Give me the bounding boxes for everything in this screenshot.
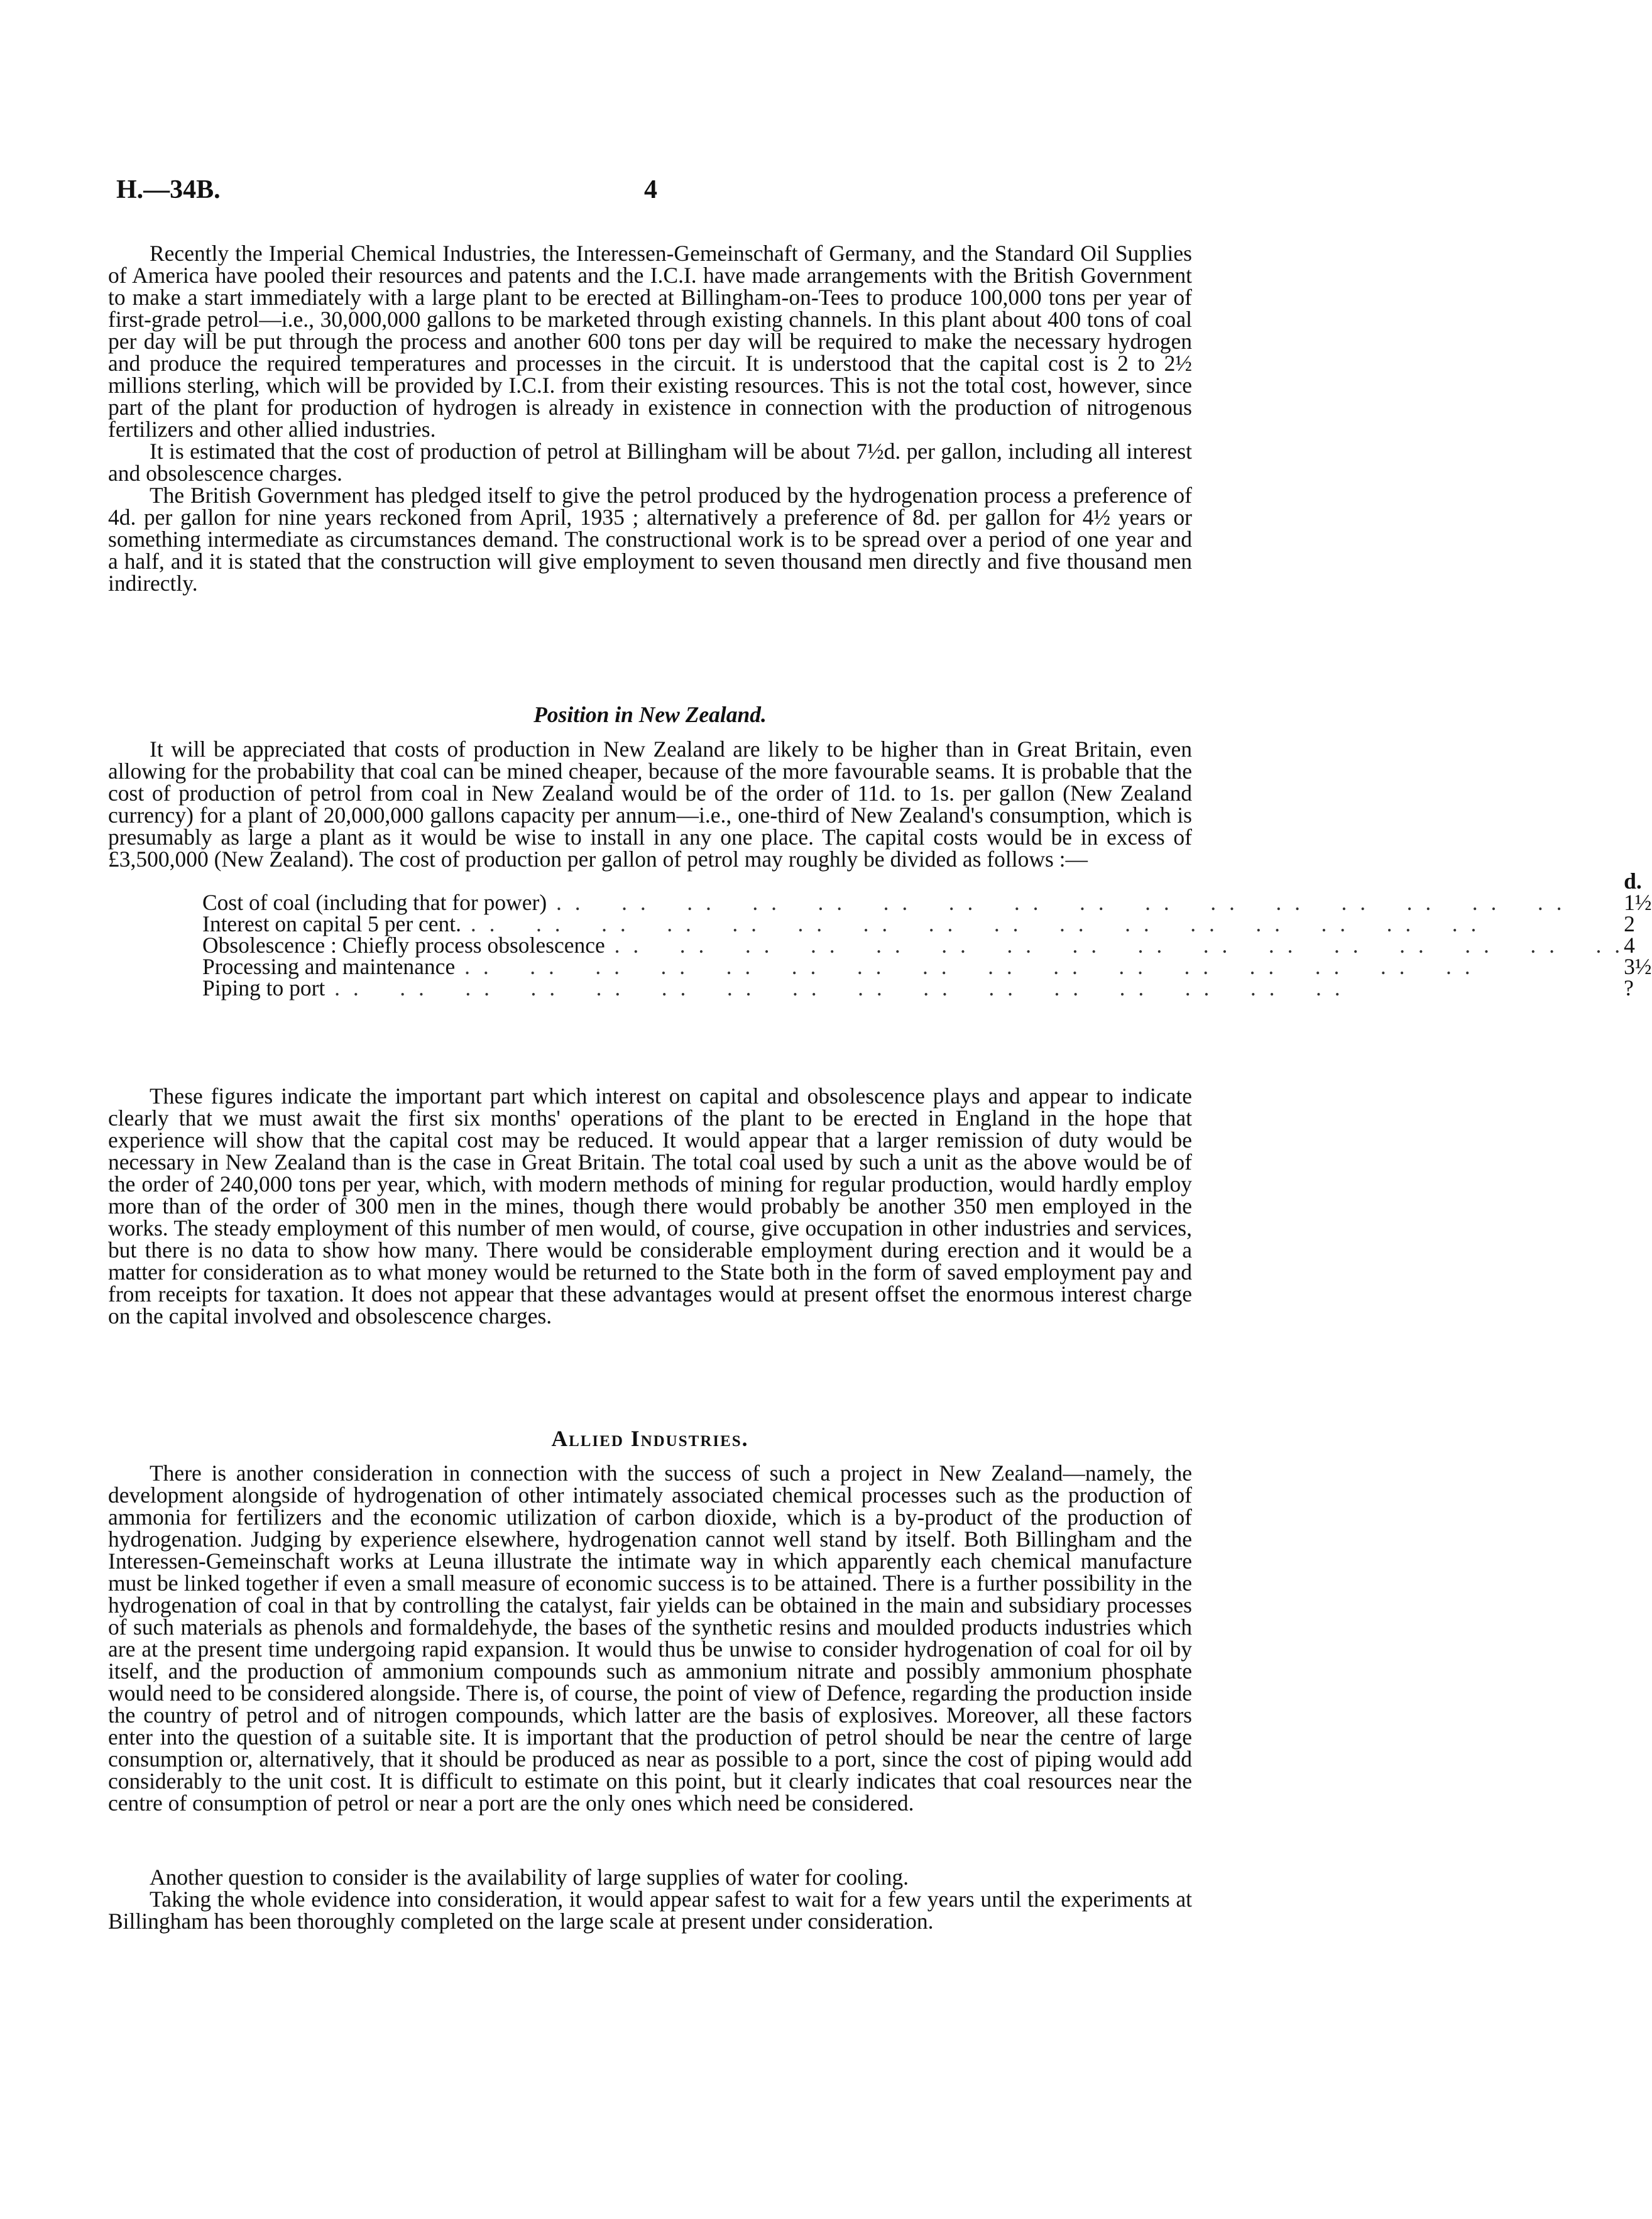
section-allied-industries bbox=[108, 1428, 1192, 1814]
cost-value: 1½ bbox=[1624, 890, 1652, 915]
table-row bbox=[202, 934, 1652, 956]
section-conclusion bbox=[108, 1866, 1192, 1932]
cost-value: 4 bbox=[1624, 933, 1635, 958]
table-row bbox=[202, 977, 1652, 999]
page-number: 4 bbox=[644, 175, 657, 204]
cost-value: 3½ bbox=[1624, 954, 1652, 979]
paragraph: It will be appreciated that costs of production in New Zealand are likely to be higher than in Great Britain, even allowing for the probability that coal can be mined cheaper, because of the more favourable seams. It is probable that the cost of production of petrol from coal in New Zealand would be of the order of 11d. to 1s. per gallon (New Zealand currency) for a plant of 20,000,000 gallons capacity per annum—i.e., one-third of New Zealand's consumption, which is presumably as large a plant as it would be wise to install in any one place. The capital costs would be in excess of £3,500,000 (New Zealand). The cost of production per gallon of petrol may roughly be divided as follows :— bbox=[108, 737, 1192, 872]
paragraph: Recently the Imperial Chemical Industries, the Interessen-Gemeinschaft of Germany, and the Standard Oil Supplies of America have pooled their resources and patents and the I.C.I. have made arrangements with the British Government to make a start immediately with a large plant to be erected at Billingham-on-Tees to produce 100,000 tons per year of first-grade petrol—i.e., 30,000,000 gallons to be marketed through existing channels. In this plant about 400 tons of coal per day will be put through the process and another 600 tons per day will be required to make the necessary hydrogen and produce the required temperatures and processes in the circuit. It is understood that the capital cost is 2 to 2½ millions sterling, which will be provided by I.C.I. from their existing resources. This is not the total cost, however, since part of the plant for production of hydrogen is already in existence in connection with the production of nitrogenous fertilizers and other allied industries. bbox=[108, 241, 1192, 442]
cost-item: Cost of coal (including that for power) . . bbox=[202, 892, 1624, 913]
section-billingham bbox=[108, 243, 1192, 594]
cost-item: Piping to port . . bbox=[202, 977, 1624, 999]
paragraph: These figures indicate the important part which interest on capital and obsolescence plays and appear to indicate clearly that we must await the first six months' operations of the plant to be erected in England in the hope that experience will show that the capital cost may be reduced. It would appear that a larger remission of duty would be necessary in New Zealand than is the case in Great Britain. The total coal used by such a unit as the above would be of the order of 240,000 tons per year, which, with modern methods of mining for regular production, would hardly employ more than of the order of 300 men in the mines, though there would probably be another 350 men employed in the works. The steady employment of this number of men would, of course, give occupation in other industries and services, but there is no data to show how many. There would be considerable employment during erection and it would be a matter for consideration as to what money would be returned to the State both in the form of saved employment pay and from receipts for taxation. It does not appear that these advantages would at present offset the enormous interest charge on the capital involved and obsolescence charges. bbox=[108, 1083, 1192, 1329]
section-heading: Allied Industries. bbox=[551, 1426, 749, 1451]
document-reference: H.—34B. bbox=[116, 175, 221, 204]
table-row bbox=[202, 892, 1652, 913]
cost-item: Processing and maintenance . . bbox=[202, 956, 1624, 977]
paragraph: The British Government has pledged itself to give the petrol produced by the hydrogenation process a preference of 4d. per gallon for nine years reckoned from April, 1935 ; alternatively a preference of 8d. per gallon for 4½ years or something intermediate as circumstances demand. The constructional work is to be spread over a period of one year and a half, and it is stated that the construction will give employment to seven thousand men directly and five thousand men indirectly. bbox=[108, 483, 1192, 596]
paragraph: It is estimated that the cost of production of petrol at Billingham will be about 7½d. per gallon, including all interest and obsolescence charges. bbox=[108, 439, 1192, 486]
section-heading: Position in New Zealand. bbox=[533, 702, 767, 727]
paragraph: There is another consideration in connection with the success of such a project in New Zealand—namely, the development alongside of hydrogenation of other intimately associated chemical processes such as the production of ammonia for fertilizers and the economic utilization of carbon dioxide, which is a by-product of the production of hydrogenation. Judging by experience elsewhere, hydrogenation cannot well stand by itself. Both Billingham and the Interessen-Gemeinschaft works at Leuna illustrate the intimate way in which apparently each chemical manufacture must be linked together if even a small measure of economic success is to be attained. There is a further possibility in the hydrogenation of coal in that by controlling the catalyst, fair yields can be obtained in the main and subsidiary processes of such materials as phenols and formaldehyde, the bases of the synthetic resins and moulded products industries which are at the present time undergoing rapid expansion. It would thus be unwise to consider hydrogenation of coal for oil by itself, and the production of ammonium compounds such as ammonium nitrate and possibly ammonium phosphate would need to be considered alongside. There is, of course, the point of view of Defence, regarding the production inside the country of petrol and of nitrogen compounds, which latter are the basis of explosives. Moreover, all these factors enter into the question of a suitable site. It is important that the production of petrol should be near the centre of large consumption or, alternatively, that it should be produced as near as possible to a port, since the cost of piping would add considerably to the unit cost. It is difficult to estimate on this point, but it clearly indicates that coal resources near the centre of consumption of petrol or near a port are the only ones which need be considered. bbox=[108, 1460, 1192, 1816]
cost-value: 2 bbox=[1624, 911, 1635, 936]
cost-item: Interest on capital 5 per cent. . . bbox=[202, 913, 1624, 934]
cost-value: ? bbox=[1624, 975, 1634, 1000]
section-figures-discussion bbox=[108, 1085, 1192, 1327]
section-position-new-zealand bbox=[108, 702, 1652, 1000]
cost-table bbox=[202, 870, 1652, 999]
cost-item: Obsolescence : Chiefly process obsolescence . . bbox=[202, 934, 1624, 956]
paragraph: Taking the whole evidence into consideration, it would appear safest to wait for a few years until the experiments at Billingham has been thoroughly completed on the large scale at present under consideration. bbox=[108, 1887, 1192, 1934]
cost-unit: d. bbox=[1624, 868, 1642, 894]
paragraph: Another question to consider is the availability of large supplies of water for cooling. bbox=[150, 1865, 909, 1890]
table-row bbox=[202, 956, 1652, 977]
table-row bbox=[202, 913, 1652, 934]
